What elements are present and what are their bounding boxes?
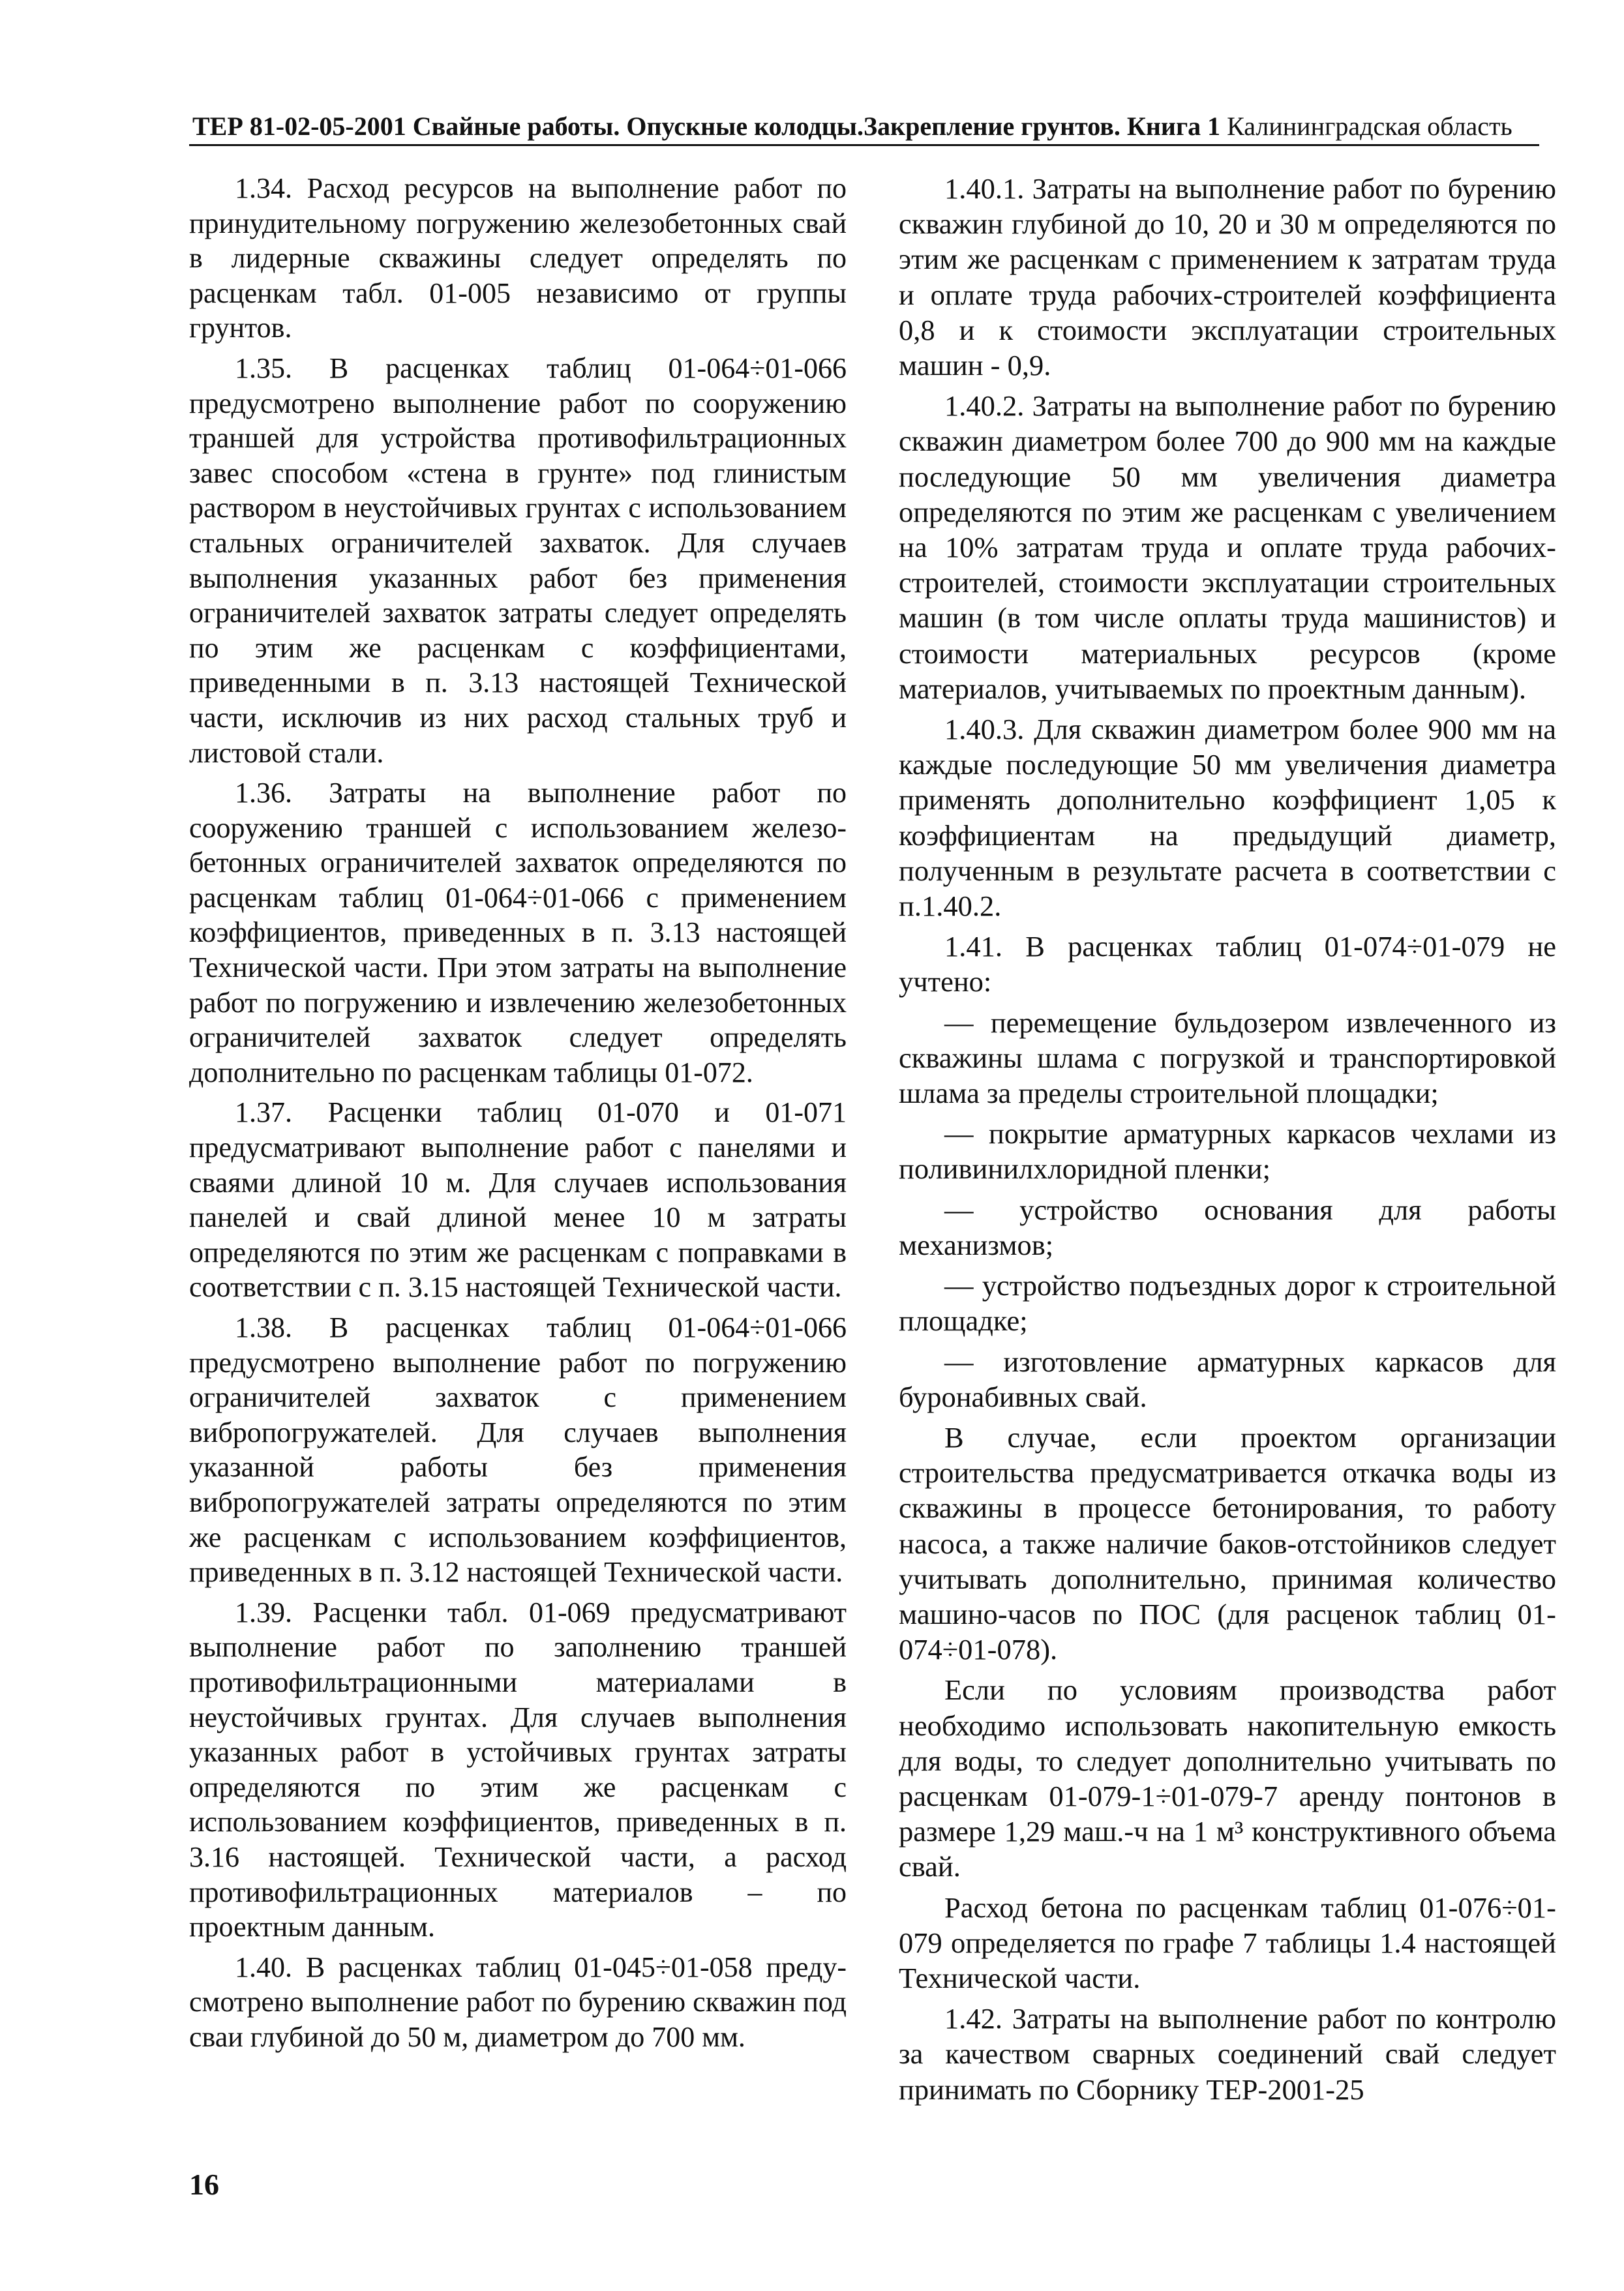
paragraph-1-42: 1.42. Затраты на выполнение работ по контролю за качеством сварных соединений свай следует принимать по Сборнику ТЕР-2001-25 [899,2002,1556,2106]
paragraph-1-38: 1.38. В расценках таблиц 01-064÷01-066 предусмотрено выполнение работ по погружению ограничителей захваток с применением вибропогружателей. Для случаев выполнения указанной работы без применения вибропогружателей затраты определяются по этим же расценкам с использованием коэффициентов, приведенных в п. 3.12 настоящей Технической части. [189,1311,847,1589]
running-header [192,110,1537,143]
paragraph-1-40: 1.40. В расценках таблиц 01-045÷01-058 преду-смотрено выполнение работ по бурению скважин под сваи глубиной до 50 м, диаметром до 700 мм. [189,1951,847,2053]
list-item-covers: — покрытие арматурных каркасов чехлами из поливинилхлоридной пленки; [899,1117,1556,1186]
list-item-roads: — устройство подъездных дорог к строительной площадке; [899,1269,1556,1338]
list-item-bulldozer: — перемещение бульдозером извлеченного из скважины шлама с погрузкой и транспортировкой шлама за пределы строительной площадки; [899,1006,1556,1110]
paragraph-concrete: Расход бетона по расценкам таблиц 01-076÷01-079 определяется по графе 7 таблицы 1.4 настоящей Технической части. [899,1891,1556,1994]
paragraph-1-37: 1.37. Расценки таблиц 01-070 и 01-071 предусматривают выполнение работ с панелями и сваями длиной 10 м. Для случаев использования панелей и свай длиной менее 10 м затраты определяются по этим же расценкам с поправками в соответствии с п. 3.15 настоящей Технической части. [189,1096,847,1304]
header-rule [189,144,1539,146]
left-column [189,171,847,2059]
right-column [899,171,1556,2112]
paragraph-1-39: 1.39. Расценки табл. 01-069 предусматривают выполнение работ по заполнению траншей противофильтрационными материалами в неустойчивых грунтах. Для случаев выполнения указанных работ в устойчивых грунтах затраты определяются по этим же расценкам с использованием коэффициентов, приведенных в п. 3.16 настоящей. Технической части, а расход противофильтрационных материалов – по проектным данным. [189,1596,847,1943]
header-title: ТЕР 81-02-05-2001 Свайные работы. Опускные колодцы.Закрепление грунтов. Книга 1 [192,112,1221,141]
paragraph-1-41: 1.41. В расценках таблиц 01-074÷01-079 не учтено: [899,930,1556,998]
paragraph-storage-tank: Если по условиям производства работ необходимо использовать накопительную емкость для воды, то следует дополнительно учитывать по расценкам 01-079-1÷01-079-7 аренду понтонов в размере 1,29 маш.-ч на 1 м³ конструктивного объема свай. [899,1673,1556,1883]
paragraph-1-40-1: 1.40.1. Затраты на выполнение работ по бурению скважин глубиной до 10, 20 и 30 м определяются по этим же расценкам с применением к затратам труда и оплате труда рабочих-строителей коэффициента 0,8 и к стоимости эксплуатации строительных машин - 0,9. [899,172,1556,382]
list-item-cages: — изготовление арматурных каркасов для буронабивных свай. [899,1345,1556,1413]
paragraph-1-40-3: 1.40.3. Для скважин диаметром более 900 мм на каждые последующие 50 мм увеличения диаметра применять дополнительно коэффициент 1,05 к коэффициентам на предыдущий диаметр, полученным в результате расчета в соответствии с п.1.40.2. [899,713,1556,923]
list-item-base: — устройство основания для работы механизмов; [899,1193,1556,1261]
paragraph-1-36: 1.36. Затраты на выполнение работ по сооружению траншей с использованием железо-бетонных ограничителей захваток определяются по расценкам таблиц 01-064÷01-066 с применением коэффициентов, приведенных в п. 3.13 настоящей Технической части. При этом затраты на выполнение работ по погружению и извлечению железобетонных ограничителей захваток следует определять дополнительно по расценкам таблицы 01-072. [189,777,847,1088]
paragraph-1-34: 1.34. Расход ресурсов на выполнение работ по принудительному погружению железобетонных свай в лидерные скважины следует определять по расценкам табл. 01-005 независимо от группы грунтов. [189,172,847,344]
page-number: 16 [189,2168,219,2201]
header-region: Калининградская область [1220,112,1512,141]
paragraph-1-35: 1.35. В расценках таблиц 01-064÷01-066 предусмотрено выполнение работ по сооружению траншей для устройства противофильтрационных завес способом «стена в грунте» под глинистым раствором в неустойчивых грунтах с использованием стальных ограничителей захваток. Для случаев выполнения указанных работ без применения ограничителей захваток затраты следует определять по этим же расценкам с коэффициентами, приведенными в п. 3.13 настоящей Технической части, исключив из них расход стальных труб и листовой стали. [189,352,847,769]
paragraph-pumping: В случае, если проектом организации строительства предусматривается откачка воды из скважины в процессе бетонирования, то работу насоса, а также наличие баков-отстойников следует учитывать дополнительно, принимая количество машино-часов по ПОС (для расценок таблиц 01-074÷01-078). [899,1420,1556,1666]
paragraph-1-40-2: 1.40.2. Затраты на выполнение работ по бурению скважин диаметром более 700 до 900 мм на каждые последующие 50 мм увеличения диаметра определяются по этим же расценкам с увеличением на 10% затратам труда и оплате труда рабочих-строителей, стоимости эксплуатации строительных машин (в том числе оплаты труда машинистов) и стоимости материальных ресурсов (кроме материалов, учитываемых по проектным данным). [899,389,1556,705]
